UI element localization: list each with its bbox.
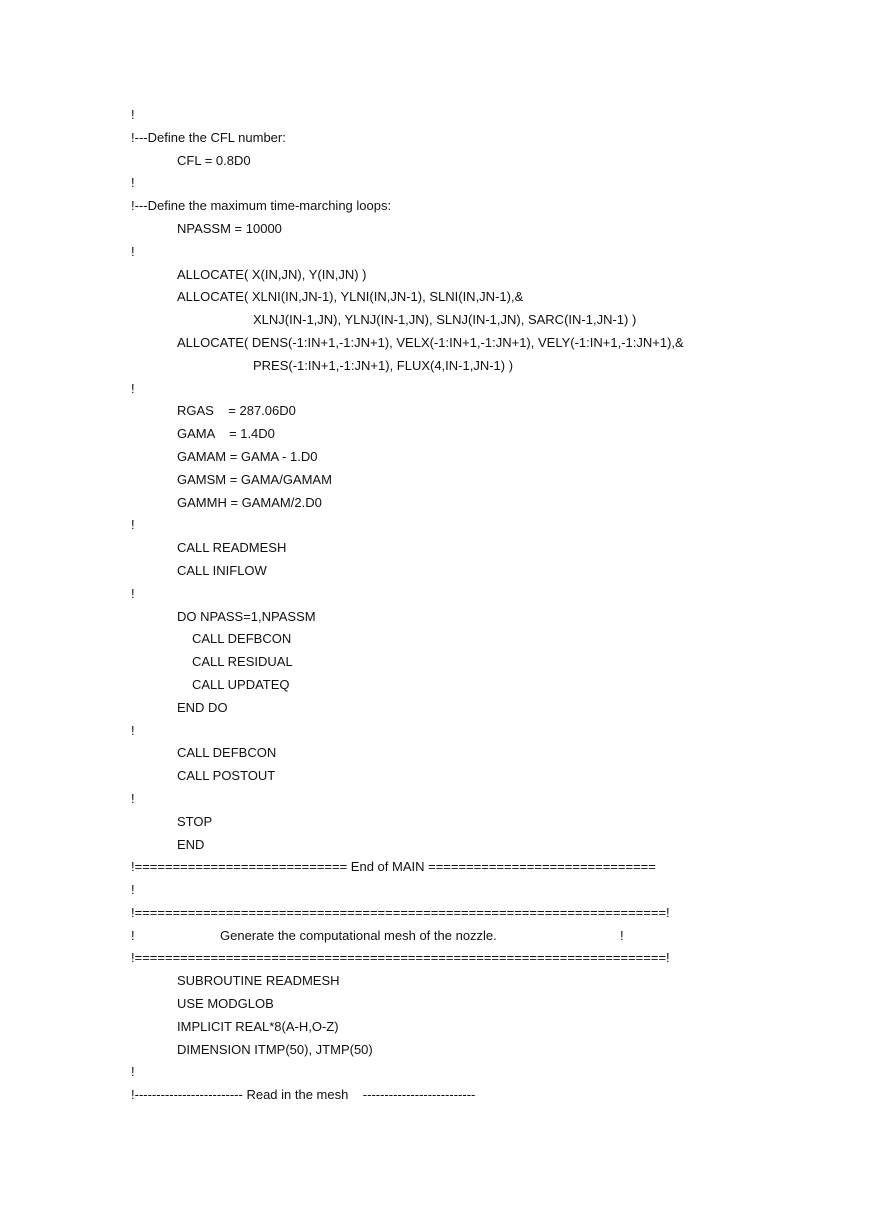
banner-message: Generate the computational mesh of the nozzle. xyxy=(220,927,497,943)
code-line: ALLOCATE( X(IN,JN), Y(IN,JN) ) xyxy=(177,266,367,282)
code-line: CALL POSTOUT xyxy=(177,768,276,784)
code-line: STOP xyxy=(177,813,213,829)
code-line: RGAS = 287.06D0 xyxy=(177,403,296,419)
code-line: GAMSM = GAMA/GAMAM xyxy=(177,471,332,487)
code-listing xyxy=(131,104,751,1107)
code-line: !============================ End of MAIN ============================== xyxy=(131,859,656,875)
code-line: CALL INIFLOW xyxy=(177,562,267,578)
code-line: XLNJ(IN-1,JN), YLNJ(IN-1,JN), SLNJ(IN-1,JN), SARC(IN-1,JN-1) ) xyxy=(253,312,637,328)
code-line: !======================================================================! xyxy=(131,950,670,966)
code-line: DO NPASS=1,NPASSM xyxy=(177,608,316,624)
code-line: CALL READMESH xyxy=(177,540,287,556)
code-line: USE MODGLOB xyxy=(177,996,274,1012)
code-line: GAMMH = GAMAM/2.D0 xyxy=(177,494,322,510)
code-line: CALL DEFBCON xyxy=(192,631,292,647)
code-line: END xyxy=(177,836,205,852)
code-line: ALLOCATE( DENS(-1:IN+1,-1:JN+1), VELX(-1:IN+1,-1:JN+1), VELY(-1:IN+1,-1:JN+1),& xyxy=(177,334,684,350)
code-line: ! xyxy=(131,585,135,601)
code-line: PRES(-1:IN+1,-1:JN+1), FLUX(4,IN-1,JN-1) ) xyxy=(253,357,514,373)
code-line: DIMENSION ITMP(50), JTMP(50) xyxy=(177,1041,373,1057)
code-line: ALLOCATE( XLNI(IN,JN-1), YLNI(IN,JN-1), SLNI(IN,JN-1),& xyxy=(177,289,524,305)
code-line: GAMA = 1.4D0 xyxy=(177,426,275,442)
code-line: ! xyxy=(131,243,135,259)
code-line: CFL = 0.8D0 xyxy=(177,152,251,168)
code-line: CALL DEFBCON xyxy=(177,745,277,761)
banner-end: ! xyxy=(620,927,624,943)
code-line: !------------------------- Read in the mesh -------------------------- xyxy=(131,1087,476,1103)
code-line: GAMAM = GAMA - 1.D0 xyxy=(177,448,318,464)
code-line: ! xyxy=(131,380,135,396)
code-line: !======================================================================! xyxy=(131,904,670,920)
banner-start: ! xyxy=(131,927,135,943)
code-line: ! xyxy=(131,175,135,191)
code-line: NPASSM = 10000 xyxy=(177,220,282,236)
code-line: ! xyxy=(131,790,135,806)
code-line: ! xyxy=(131,517,135,533)
code-line: !---Define the CFL number: xyxy=(131,129,286,145)
code-line xyxy=(131,925,751,948)
code-line: ! xyxy=(131,882,135,898)
code-line: END DO xyxy=(177,699,228,715)
code-line: CALL UPDATEQ xyxy=(192,676,290,692)
code-line: CALL RESIDUAL xyxy=(192,654,293,670)
code-line: IMPLICIT REAL*8(A-H,O-Z) xyxy=(177,1018,339,1034)
code-line: !---Define the maximum time-marching loops: xyxy=(131,198,392,214)
code-line: SUBROUTINE READMESH xyxy=(177,973,340,989)
code-line: ! xyxy=(131,107,135,122)
code-line: ! xyxy=(131,1064,135,1080)
code-line: ! xyxy=(131,722,135,738)
